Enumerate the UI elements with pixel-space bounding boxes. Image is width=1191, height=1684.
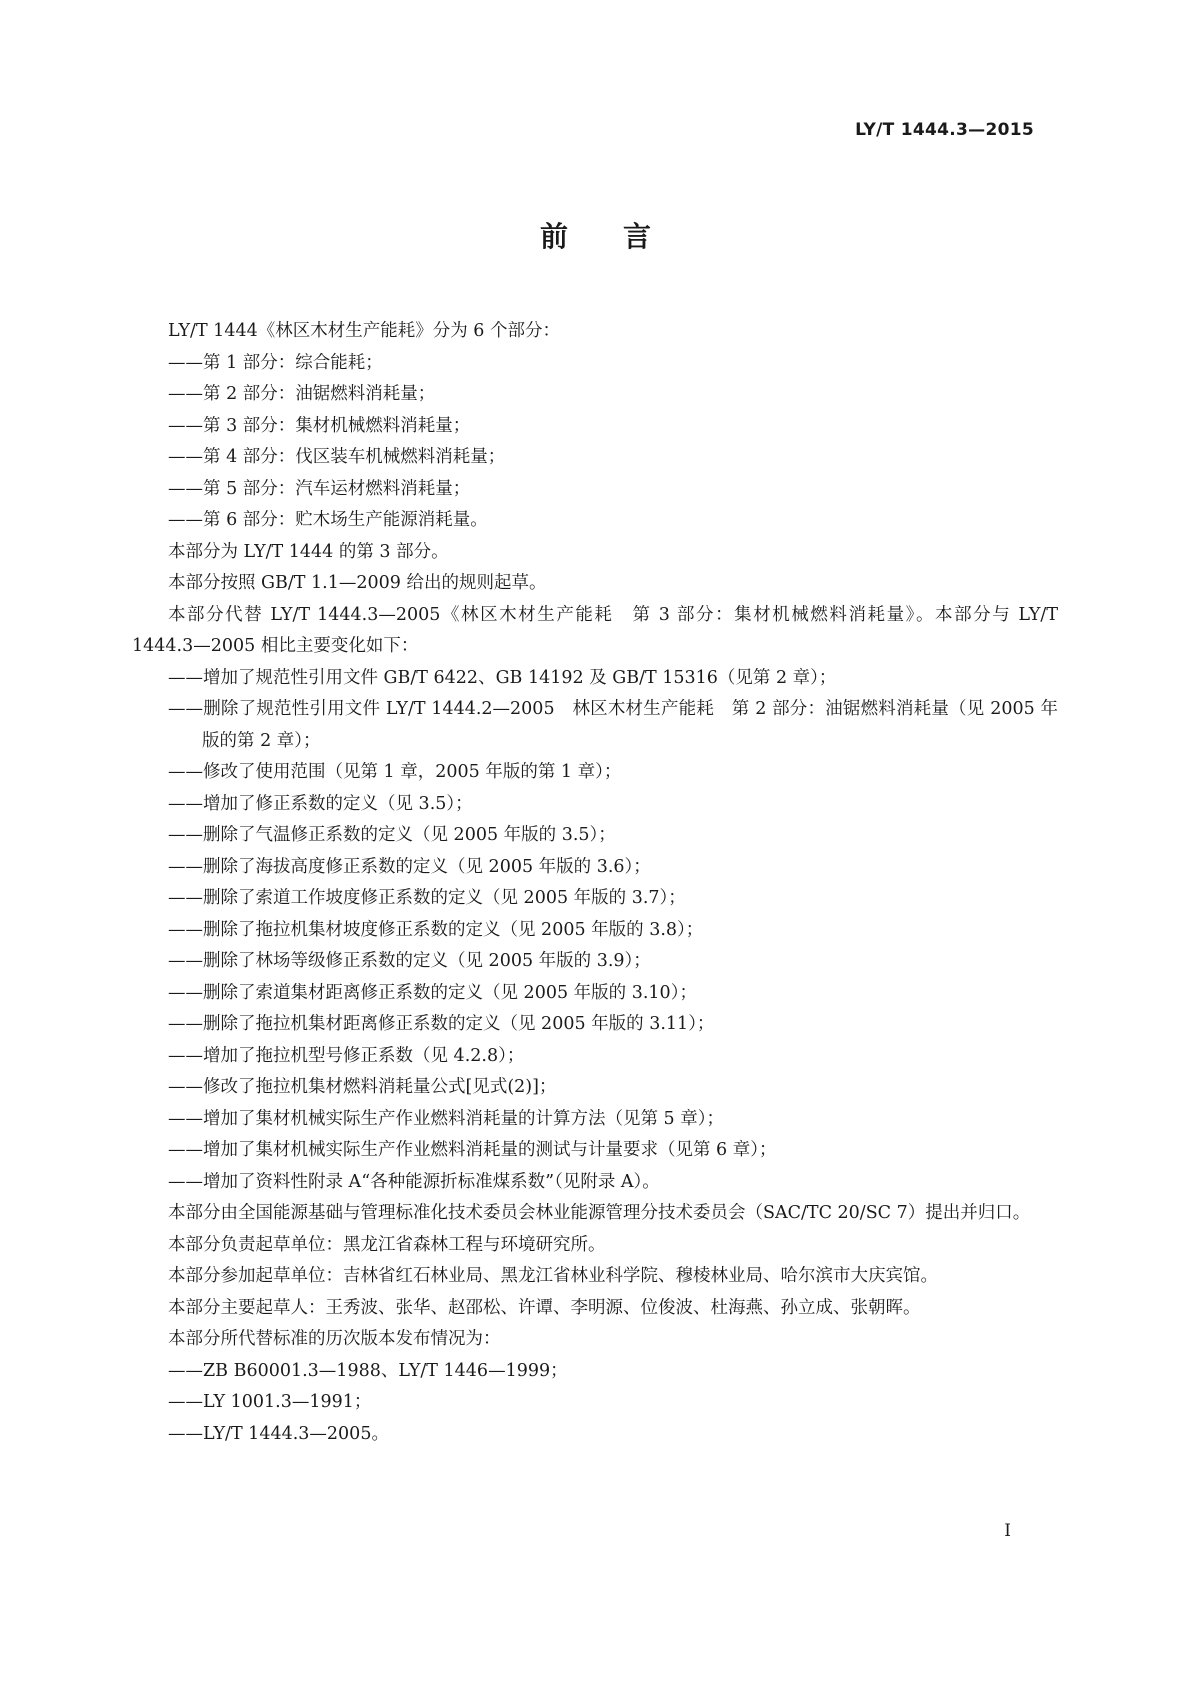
drafters-paragraph: 本部分主要起草人：王秀波、张华、赵邵松、许谭、李明源、位俊波、杜海燕、孙立成、张朝晖。 xyxy=(168,1297,921,1318)
history-intro-paragraph: 本部分所代替标准的历次版本发布情况为： xyxy=(168,1329,501,1349)
change-item: ——修改了使用范围（见第 1 章，2005 年版的第 1 章）； xyxy=(168,762,622,782)
part-item-4: ——第 4 部分：伐区装车机械燃料消耗量； xyxy=(168,447,506,467)
responsible-paragraph: 本部分负责起草单位：黑龙江省森林工程与环境研究所。 xyxy=(168,1234,606,1255)
part-of-paragraph: 本部分为 LY/T 1444 的第 3 部分。 xyxy=(168,541,449,562)
intro-paragraph: LY/T 1444《林区木材生产能耗》分为 6 个部分： xyxy=(168,321,560,341)
part-item-6: ——第 6 部分：贮木场生产能源消耗量。 xyxy=(168,510,488,530)
change-item: ——增加了集材机械实际生产作业燃料消耗量的测试与计量要求（见第 6 章）； xyxy=(168,1140,777,1160)
change-item: ——删除了林场等级修正系数的定义（见 2005 年版的 3.9）； xyxy=(168,951,651,971)
change-item: ——删除了索道集材距离修正系数的定义（见 2005 年版的 3.10）； xyxy=(168,982,697,1003)
part-item-1: ——第 1 部分：综合能耗； xyxy=(168,352,383,373)
change-item: ——增加了资料性附录 A“各种能源折标准煤系数”（见附录 A）。 xyxy=(168,1171,660,1192)
change-item: ——删除了气温修正系数的定义（见 2005 年版的 3.5）； xyxy=(168,825,616,845)
part-item-3: ——第 3 部分：集材机械燃料消耗量； xyxy=(168,415,471,436)
part-item-2: ——第 2 部分：油锯燃料消耗量； xyxy=(168,384,436,404)
standard-code: LY/T 1444.3—2015 xyxy=(855,120,1034,140)
part-item-5: ——第 5 部分：汽车运材燃料消耗量； xyxy=(168,478,471,499)
proposed-paragraph: 本部分由全国能源基础与管理标准化技术委员会林业能源管理分技术委员会（SAC/TC 20/SC 7）提出并归口。 xyxy=(168,1203,1031,1223)
change-item: ——删除了拖拉机集材距离修正系数的定义（见 2005 年版的 3.11）； xyxy=(168,1014,715,1034)
change-item: ——删除了拖拉机集材坡度修正系数的定义（见 2005 年版的 3.8）； xyxy=(168,919,704,940)
change-item: ——增加了规范性引用文件 GB/T 6422、GB 14192 及 GB/T 15316（见第 2 章）； xyxy=(168,667,837,688)
history-item: ——LY/T 1444.3—2005。 xyxy=(168,1423,389,1444)
change-item: ——增加了集材机械实际生产作业燃料消耗量的计算方法（见第 5 章）； xyxy=(168,1108,725,1129)
history-item: ——ZB B60001.3—1988、LY/T 1446—1999； xyxy=(168,1360,568,1381)
participating-paragraph: 本部分参加起草单位：吉林省红石林业局、黑龙江省林业科学院、穆棱林业局、哈尔滨市大庆宾馆。 xyxy=(168,1266,938,1286)
change-item: ——删除了规范性引用文件 LY/T 1444.2—2005 林区木材生产能耗 第 2 部分：油锯燃料消耗量（见 2005 年版的第 2 章）； xyxy=(168,699,1058,751)
change-item: ——删除了索道工作坡度修正系数的定义（见 2005 年版的 3.7）； xyxy=(168,888,686,908)
change-item: ——删除了海拔高度修正系数的定义（见 2005 年版的 3.6）； xyxy=(168,856,651,877)
change-item: ——修改了拖拉机集材燃料消耗量公式[见式(2)]； xyxy=(168,1077,557,1097)
foreword-body xyxy=(132,316,1058,1450)
history-item: ——LY 1001.3—1991； xyxy=(168,1392,372,1412)
rules-paragraph: 本部分按照 GB/T 1.1—2009 给出的规则起草。 xyxy=(168,573,547,593)
replaces-paragraph: 本部分代替 LY/T 1444.3—2005《林区木材生产能耗 第 3 部分：集材机械燃料消耗量》。本部分与 LY/T 1444.3—2005 相比主要变化如下： xyxy=(132,604,1058,656)
change-item: ——增加了拖拉机型号修正系数（见 4.2.8）； xyxy=(168,1045,525,1066)
page-number: I xyxy=(1004,1521,1011,1541)
page-title: 前言 xyxy=(539,220,706,253)
change-item: ——增加了修正系数的定义（见 3.5）； xyxy=(168,793,473,814)
